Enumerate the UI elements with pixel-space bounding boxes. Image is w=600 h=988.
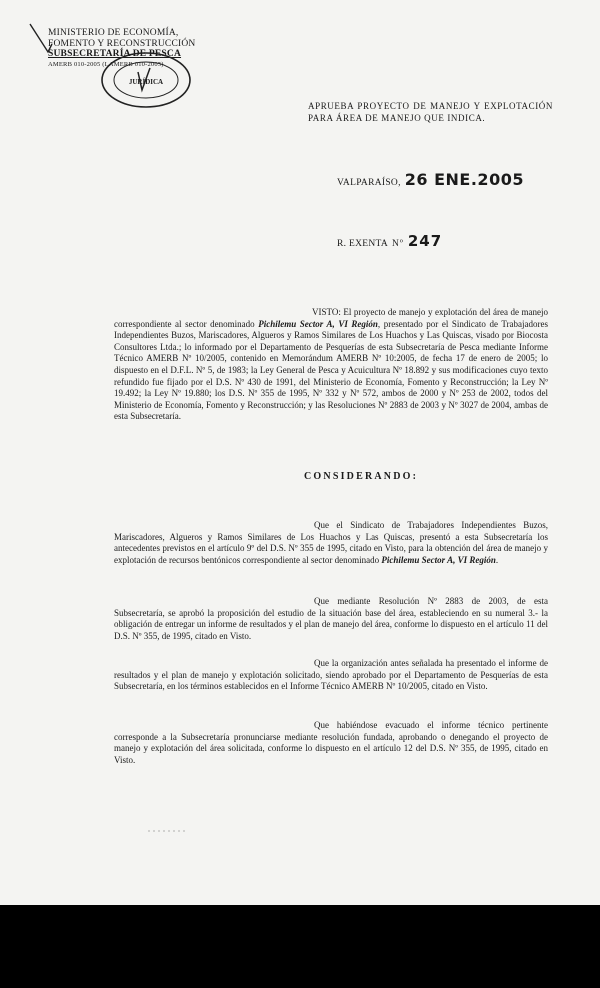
p4-text: Que habiéndose evacuado el informe técnico pertinente corresponde a la Subsecretaría pronunciarse mediante resolución fundada, aprobando o denegando el proyecto de manejo y explotación del área solicitada, conforme lo dispuesto en el artículo 12 del D.S. Nº 355, de 1995, citado en Visto. — [114, 720, 548, 765]
visto-label: VISTO: — [312, 307, 341, 317]
visto-text-before: El proyecto de manejo y explotación del área de manejo correspondiente al sector denominado — [114, 307, 549, 329]
visto-sector: Pichilemu Sector A, VI Región — [258, 318, 378, 329]
resolution-number: 247 — [407, 232, 443, 250]
p1-text: Que el Sindicato de Trabajadores Independientes Buzos, Mariscadores, Algueros y Ramos Similares de Los Huachos y Las Quiscas, presentó a esta Subsecretaría los antecedentes previstos en el artículo 9º del D.S. Nº 355 de 1995, citado en Visto, para la obtención del área de manejo y explotación de recursos bentónicos correspondiente al sector denominado — [114, 520, 548, 565]
letterhead-ministry: MINISTERIO DE ECONOMÍA, — [48, 28, 179, 38]
handwritten-date: 26 ENE.2005 — [404, 170, 524, 189]
place: VALPARAÍSO, — [337, 178, 401, 188]
visto-paragraph — [114, 307, 548, 423]
scan-artifact — [148, 826, 398, 836]
visto-text-after: , presentado por el Sindicato de Trabajadores Independientes Buzos, Mariscadores, Algueros y Ramos Similares de Los Huachos y Las Quiscas, visado por Biocosta Consultores Ltda.; lo informado por el Departamento de Pesquerías de esta Subsecretaría de Pesca mediante Informe Técnico AMERB Nº 10/2005, contenido en Memorándum AMERB Nº 10:2005, de fecha 17 de enero de 2005; lo dispuesto en el D.F.L. Nº 5, de 1983; la Ley General de Pesca y Acuicultura Nº 18.892 y sus modificaciones cuyo texto refundido fue fijado por el D.S. Nº 430 de 1991, del Ministerio de Economía, Fomento y Reconstrucción; la Ley Nº 19.492; la Ley Nº 19.880; los D.S. Nº 355 de 1995, Nº 332 y Nº 572, ambos de 2000 y Nº 253 de 2002, todos del Ministerio de Economía, Fomento y Reconstrucción; y las Resoluciones Nº 2883 de 2003 y Nº 3027 de 2004, ambas de esta Subsecretaría. — [114, 318, 548, 422]
p1-sector: Pichilemu Sector A, VI Región — [381, 554, 496, 565]
p3-text: Que la organización antes señalada ha presentado el informe de resultados y el plan de manejo y explotación solicitado, siendo aprobado por el Departamento de Pesquerías de esta Subsecretaría, en los términos establecidos en el Informe Técnico AMERB Nº 10/2005, citado en Visto. — [114, 658, 548, 692]
considerando-paragraph-1 — [114, 520, 548, 566]
place-date — [337, 170, 524, 189]
considerando-heading: CONSIDERANDO: — [304, 471, 419, 482]
considerando-paragraph-4 — [114, 720, 548, 766]
letterhead-subsecretary: SUBSECRETARÍA DE PESCA — [48, 49, 182, 59]
considerando-paragraph-2 — [114, 596, 548, 642]
scan-border — [0, 905, 600, 988]
letterhead-department: FOMENTO Y RECONSTRUCCIÓN — [48, 38, 196, 49]
document-subject: APRUEBA PROYECTO DE MANEJO Y EXPLOTACIÓN PARA ÁREA DE MANEJO QUE INDICA. — [308, 101, 553, 123]
legal-stamp — [98, 50, 194, 110]
letterhead-code: AMERB 010-2005 (LAMERB 010-2005) — [48, 60, 164, 68]
resolution-no-label: Nº — [392, 239, 404, 249]
p1-end: . — [495, 554, 499, 565]
considerando-paragraph-3 — [114, 658, 548, 693]
stamp-text: JURÍDICA — [128, 78, 164, 86]
resolution-number-line — [337, 232, 442, 250]
p2-text: Que mediante Resolución Nº 2883 de 2003, de esta Subsecretaría, se aprobó la proposición del estudio de la situación base del área, estableciendo en su numeral 3.- la obligación de entregar un informe de resultados y el plan de manejo del área, conforme lo dispuesto en el artículo 11 del D.S. Nº 355, de 1995, citado en Visto. — [114, 596, 548, 641]
resolution-label: R. EXENTA — [337, 239, 389, 249]
